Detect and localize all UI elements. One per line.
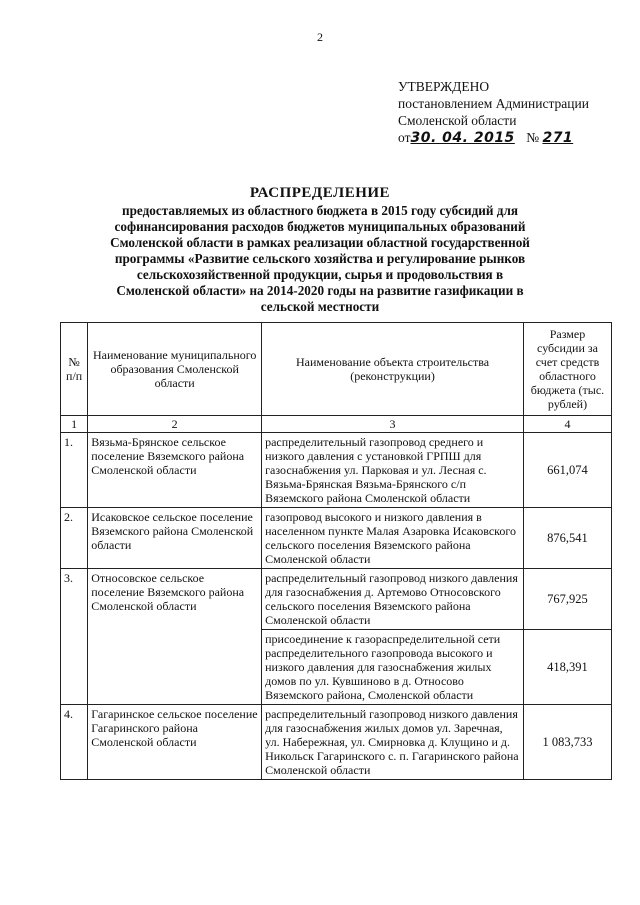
column-number: 4 [523, 416, 611, 433]
row-municipality: Исаковское сельское поселение Вяземского района Смоленской области [88, 508, 262, 569]
row-number: 1. [61, 433, 88, 508]
header-object: Наименование объекта строительства (реконструкции) [262, 323, 524, 416]
row-number: 4. [61, 705, 88, 780]
row-amount: 876,541 [523, 508, 611, 569]
approval-date-line [398, 129, 618, 147]
row-municipality: Относовское сельское поселение Вяземского района Смоленской области [88, 569, 262, 705]
column-number: 3 [262, 416, 524, 433]
column-number-row [61, 416, 612, 433]
table-row [61, 508, 612, 569]
approval-number: 271 [542, 130, 574, 146]
row-amount: 767,925 [523, 569, 611, 630]
row-number: 2. [61, 508, 88, 569]
approval-authority: постановлением Администрации [398, 96, 589, 111]
column-number: 1 [61, 416, 88, 433]
approval-block [398, 78, 618, 147]
row-object: распределительный газопровод среднего и низкого давления с установкой ГРПШ для газоснабжения ул. Парковая и ул. Лесная с. Вязьма-Брянская Вязьма-Брянского с/п Вяземского района Смоленской области [262, 433, 524, 508]
row-amount: 661,074 [523, 433, 611, 508]
approval-region: Смоленской области [398, 113, 517, 128]
table-row [61, 569, 612, 630]
row-amount: 1 083,733 [523, 705, 611, 780]
column-number: 2 [88, 416, 262, 433]
row-object: распределительный газопровод низкого давления для газоснабжения жилых домов ул. Заречная, ул. Набережная, ул. Смирновка д. Клущино и д. Никольск Гагаринского с. п. Гагаринского района Смоленской области [262, 705, 524, 780]
row-object: присоединение к газораспределительной сети распределительного газопровода высокого и низкого давления для газоснабжения жилых домов по ул. Кувшиново в д. Относово Вяземского района, Смоленской области [262, 630, 524, 705]
header-amount: Размер субсидии за счет средств областного бюджета (тыс. рублей) [523, 323, 611, 416]
row-municipality: Гагаринское сельское поселение Гагаринского района Смоленской области [88, 705, 262, 780]
approval-from-prefix: от [398, 130, 411, 145]
table-header-row [61, 323, 612, 416]
table-row [61, 433, 612, 508]
document-title: РАСПРЕДЕЛЕНИЕ [249, 185, 391, 201]
row-object: распределительный газопровод низкого давления для газоснабжения д. Артемово Относовского сельского поселения Вяземского района Смоленской области [262, 569, 524, 630]
approval-heading: УТВЕРЖДЕНО [398, 79, 490, 94]
header-number: № п/п [61, 323, 88, 416]
row-municipality: Вязьма-Брянское сельское поселение Вяземского района Смоленской области [88, 433, 262, 508]
table-row [61, 705, 612, 780]
page-number: 2 [317, 30, 323, 44]
approval-number-sign: № [526, 130, 540, 145]
row-object: газопровод высокого и низкого давления в населенном пункте Малая Азаровка Исаковского сельского поселения Вяземского района Смоленской области [262, 508, 524, 569]
subsidy-distribution-table [60, 322, 612, 780]
row-amount: 418,391 [523, 630, 611, 705]
approval-date: 30. 04. 2015 [410, 130, 515, 146]
header-municipality: Наименование муниципального образования Смоленской области [88, 323, 262, 416]
document-subtitle: предоставляемых из областного бюджета в 2015 году субсидий для софинансирования расходов бюджетов муниципальных образований Смоленской области в рамках реализации областной государственной программы «Развитие сельского хозяйства и регулирование рынков сельскохозяйственной продукции, сырья и продовольствия в Смоленской области» на 2014-2020 годы на развитие газификации в сельской местности [110, 203, 530, 314]
row-number: 3. [61, 569, 88, 705]
